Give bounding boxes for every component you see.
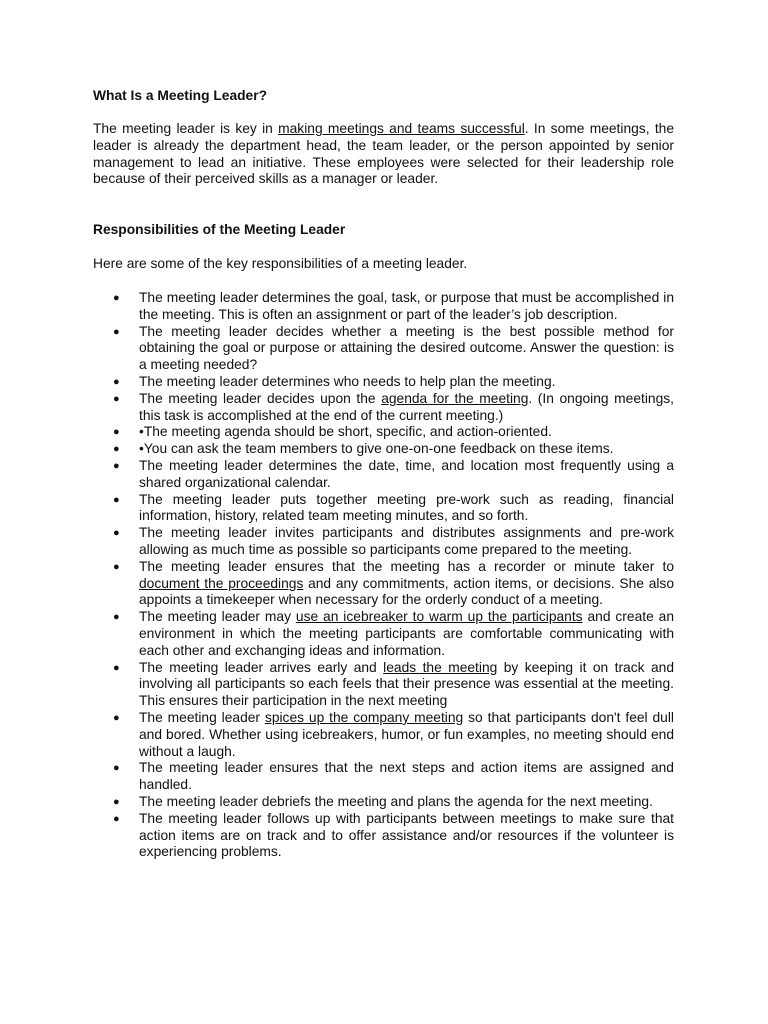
list-item-text: The meeting leader puts together meeting pre-work such as reading, financial information, history, related team meeting minutes, and so forth. <box>139 491 674 524</box>
responsibilities-heading: Responsibilities of the Meeting Leader <box>93 222 346 237</box>
making-meetings-successful-link[interactable]: making meetings and teams successful <box>278 121 525 136</box>
paragraph-text-after-link: . In some meetings, the leader is already the department head, the team leader, or the person appointed by senior management to lead an initiative. These employees were selected for their leadership role because of their perceived skills as a manager or leader. <box>93 121 675 187</box>
list-item-link[interactable]: agenda for the meeting <box>381 390 529 406</box>
list-item-text: The meeting leader ensures that the next steps and action items are assigned and handled. <box>139 760 674 793</box>
list-item-text: The meeting leader determines the date, time, and location most frequently using a shared organizational calendar. <box>139 457 674 490</box>
bullet-icon: ● <box>113 795 120 808</box>
list-item-text: The meeting leader arrives early and <box>139 659 384 675</box>
responsibilities-list <box>93 290 674 861</box>
list-item <box>93 525 674 559</box>
list-item-text: The meeting leader ensures that the meeting has a recorder or minute taker to <box>139 558 674 574</box>
list-item <box>93 441 674 458</box>
list-item-text: The meeting leader <box>139 709 265 725</box>
bullet-icon: ● <box>113 661 120 674</box>
list-item-text: and any commitments, action items, or decisions. She also appoints a timekeeper when necessary for the orderly conduct of a meeting. <box>139 575 675 608</box>
bullet-icon: ● <box>113 493 120 506</box>
bullet-icon: ● <box>113 375 120 388</box>
bullet-icon: ● <box>113 292 120 304</box>
list-item-text: . (In ongoing meetings, this task is accomplished at the end of the current meeting.) <box>139 390 675 423</box>
bullet-icon: ● <box>113 611 120 624</box>
list-item-text: •You can ask the team members to give one-on-one feedback on these items. <box>139 441 614 457</box>
list-item-text: The meeting leader debriefs the meeting and plans the agenda for the next meeting. <box>139 793 653 809</box>
bullet-icon: ● <box>113 762 120 775</box>
bullet-icon: ● <box>113 527 120 540</box>
list-item <box>93 424 674 441</box>
bullet-icon: ● <box>113 459 120 472</box>
list-item <box>93 374 674 391</box>
list-item-text: The meeting leader determines the goal, task, or purpose that must be accomplished in the meeting. This is often an assignment or part of the leader’s job description. <box>139 290 674 322</box>
list-item-text: The meeting leader follows up with participants between meetings to make sure that action items are on track and to offer assistance and/or resources if the volunteer is experiencing problems. <box>139 810 674 860</box>
list-item <box>93 492 674 526</box>
list-item <box>93 324 674 374</box>
meeting-leader-heading: What Is a Meeting Leader? <box>93 88 268 103</box>
list-item-text: The meeting leader may <box>139 609 296 625</box>
responsibilities-intro: Here are some of the key responsibilities of a meeting leader. <box>93 256 468 271</box>
bullet-icon: ● <box>113 325 120 338</box>
list-item-link[interactable]: document the proceedings <box>139 575 304 591</box>
bullet-icon: ● <box>113 426 120 439</box>
meeting-leader-paragraph <box>93 121 674 188</box>
list-item-text: so that participants don't feel dull and bored. Whether using icebreakers, humor, or fun examples, no meeting should end without a laugh. <box>139 709 674 759</box>
list-item <box>93 559 674 609</box>
list-item-text: The meeting leader decides whether a meeting is the best possible method for obtaining the goal or purpose or attaining the desired outcome. Answer the question: is a meeting needed? <box>139 323 674 373</box>
list-item-text: The meeting leader decides upon the <box>139 390 382 406</box>
list-item-text: •The meeting agenda should be short, specific, and action-oriented. <box>139 424 552 440</box>
list-item <box>93 458 674 492</box>
list-item-link[interactable]: use an icebreaker to warm up the participants <box>295 609 583 625</box>
list-item <box>93 290 674 324</box>
list-item <box>93 609 674 659</box>
list-item-text: and create an environment in which the meeting participants are comfortable communicating with each other and exchanging ideas and information. <box>139 609 675 658</box>
bullet-icon: ● <box>113 392 120 405</box>
bullet-icon: ● <box>113 560 120 573</box>
list-item <box>93 811 674 861</box>
list-item <box>93 391 674 425</box>
list-item <box>93 660 674 710</box>
list-item-text: The meeting leader invites participants and distributes assignments and pre-work allowing as much time as possible so participants come prepared to the meeting. <box>139 525 674 557</box>
bullet-icon: ● <box>113 443 120 456</box>
bullet-icon: ● <box>113 812 120 825</box>
list-item <box>93 710 674 760</box>
list-item <box>93 794 674 811</box>
list-item-text: The meeting leader determines who needs to help plan the meeting. <box>139 373 556 389</box>
list-item-link[interactable]: leads the meeting <box>383 659 498 675</box>
list-item-text: by keeping it on track and involving all participants so each feels that their presence was essential at the meeting. This ensures their participation in the next meeting <box>139 659 674 709</box>
list-item-link[interactable]: spices up the company meeting <box>264 709 464 725</box>
bullet-icon: ● <box>113 711 120 724</box>
paragraph-text-before-link: The meeting leader is key in <box>93 121 279 136</box>
list-item <box>93 760 674 794</box>
